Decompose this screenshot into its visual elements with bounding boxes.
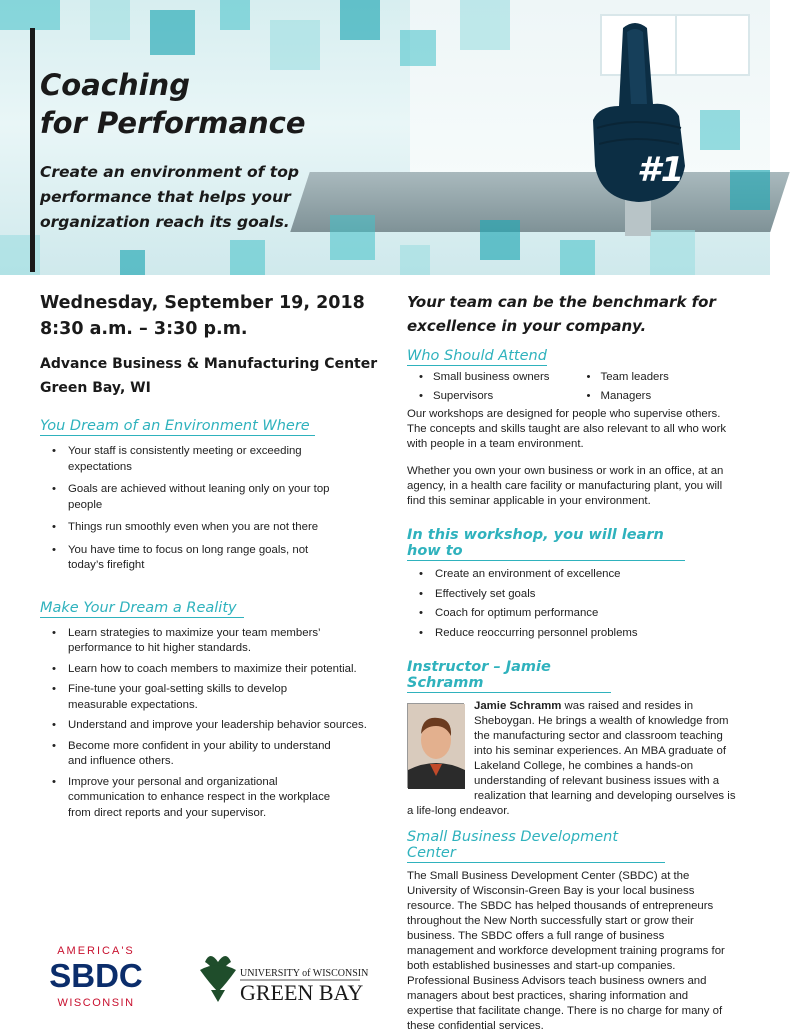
svg-text:SBDC: SBDC xyxy=(49,957,143,994)
svg-text:UNIVERSITY of WISCONSIN: UNIVERSITY of WISCONSIN xyxy=(240,968,369,979)
instructor-bio: Jamie Schramm was raised and resides in Sheboygan. He brings a wealth of knowledge from the manufacturing sector and classroom teaching into his seminar experiences. An MBA graduate of Lakeland College, he combines a hands-on understanding of relevant business issues with a realization that learning and developing ourselves is a life-long endeavor. xyxy=(407,700,736,817)
list-item: • You have time to focus on long range goals, not today’s firefight xyxy=(40,543,310,574)
reality-heading: Make Your Dream a Reality xyxy=(40,600,244,618)
dream-list xyxy=(40,444,385,574)
list-item: • Small business owners xyxy=(407,370,575,385)
mosaic-tile xyxy=(270,20,320,70)
list-item: • Reduce reoccurring personnel problems xyxy=(407,626,742,642)
mosaic-tile xyxy=(120,250,145,275)
list-item: • Team leaders xyxy=(575,370,743,385)
mosaic-tile xyxy=(150,10,195,55)
attend-paragraph-1: Our workshops are designed for people who supervise others. The concepts and skills taught are also relevant to all who work with people in a team environment. xyxy=(407,408,727,450)
reality-list xyxy=(40,626,385,822)
sbdc-heading: Small Business Development Center xyxy=(407,829,665,863)
mosaic-tile xyxy=(650,230,695,275)
dream-heading: You Dream of an Environment Where xyxy=(40,418,315,436)
foam-finger-illustration xyxy=(575,16,705,236)
event-location: Advance Business & Manufacturing Center Green Bay, WI xyxy=(40,356,378,396)
mosaic-tile xyxy=(730,170,770,210)
accent-bar xyxy=(30,28,35,272)
benchmark-statement: Your team can be the benchmark for excellence in your company. xyxy=(407,293,716,335)
svg-text:WISCONSIN: WISCONSIN xyxy=(57,997,135,1009)
svg-text:GREEN BAY: GREEN BAY xyxy=(240,980,364,1005)
mosaic-tile xyxy=(0,0,60,30)
instructor-photo xyxy=(407,703,464,788)
left-column xyxy=(40,290,385,821)
mosaic-tile xyxy=(230,240,265,275)
svg-text:#1: #1 xyxy=(637,150,685,190)
event-datetime: Wednesday, September 19, 2018 8:30 a.m. – 3:30 p.m. xyxy=(40,293,365,339)
mosaic-tile xyxy=(400,30,436,66)
attend-heading: Who Should Attend xyxy=(407,348,547,364)
right-column xyxy=(407,290,742,1034)
page-title: Coaching for Performance xyxy=(40,68,306,140)
attend-paragraph-2: Whether you own your own business or work in an office, at an agency, in a health care facility or manufacturing plant, you will find this seminar applicable in your environment. xyxy=(407,465,724,507)
list-item: • Learn how to coach members to maximize their potential. xyxy=(40,662,370,678)
instructor-name: Jamie Schramm xyxy=(474,700,562,712)
list-item: • Managers xyxy=(575,389,743,404)
svg-text:AMERICA'S: AMERICA'S xyxy=(57,945,135,957)
mosaic-tile xyxy=(220,0,250,30)
list-item: • Understand and improve your leadership behavior sources. xyxy=(40,718,370,734)
footer-logos xyxy=(40,940,370,1010)
list-item: • Supervisors xyxy=(407,389,575,404)
mosaic-tile xyxy=(460,0,510,50)
list-item: • Effectively set goals xyxy=(407,587,742,603)
mosaic-tile xyxy=(90,0,130,40)
list-item: • Coach for optimum performance xyxy=(407,606,742,622)
phoenix-icon xyxy=(200,956,236,1002)
mosaic-tile xyxy=(560,240,595,275)
sbdc-description: The Small Business Development Center (SBDC) at the University of Wisconsin-Green Bay is your local business resource. The SBDC has helped thousands of entrepreneurs throughout the New North successfully start or grow their business. The SBDC offers a full range of business management and workforce development training programs for both established businesses and start-up companies. Professional Business Advisors teach business owners and managers about best practices, sharing information and expertise that facilitate change. There is no charge for many of these confidential services. xyxy=(407,870,725,1032)
attend-list xyxy=(407,370,742,404)
list-item: • Fine-tune your goal-setting skills to develop measurable expectations. xyxy=(40,682,330,713)
workshop-list xyxy=(407,567,742,641)
list-item: • Improve your personal and organizational communication to enhance respect in the workplace from direct reports and your supervisor. xyxy=(40,775,345,822)
list-item: • Goals are achieved without leaning only on your top people xyxy=(40,482,330,513)
mosaic-tile xyxy=(480,220,520,260)
list-item: • Learn strategies to maximize your team members’ performance to hit higher standards. xyxy=(40,626,340,657)
sbdc-logo xyxy=(40,940,370,1010)
page-subtitle: Create an environment of top performance that helps your organization reach its goals. xyxy=(40,163,299,231)
list-item: • Create an environment of excellence xyxy=(407,567,742,583)
workshop-heading: In this workshop, you will learn how to xyxy=(407,527,685,561)
list-item: • Your staff is consistently meeting or exceeding expectations xyxy=(40,444,320,475)
list-item: • Become more confident in your ability to understand and influence others. xyxy=(40,739,345,770)
mosaic-tile xyxy=(700,110,740,150)
mosaic-tile xyxy=(400,245,430,275)
list-item: • Things run smoothly even when you are not there xyxy=(40,520,350,536)
instructor-block xyxy=(407,699,742,819)
mosaic-tile xyxy=(340,0,380,40)
instructor-heading: Instructor – Jamie Schramm xyxy=(407,659,611,693)
